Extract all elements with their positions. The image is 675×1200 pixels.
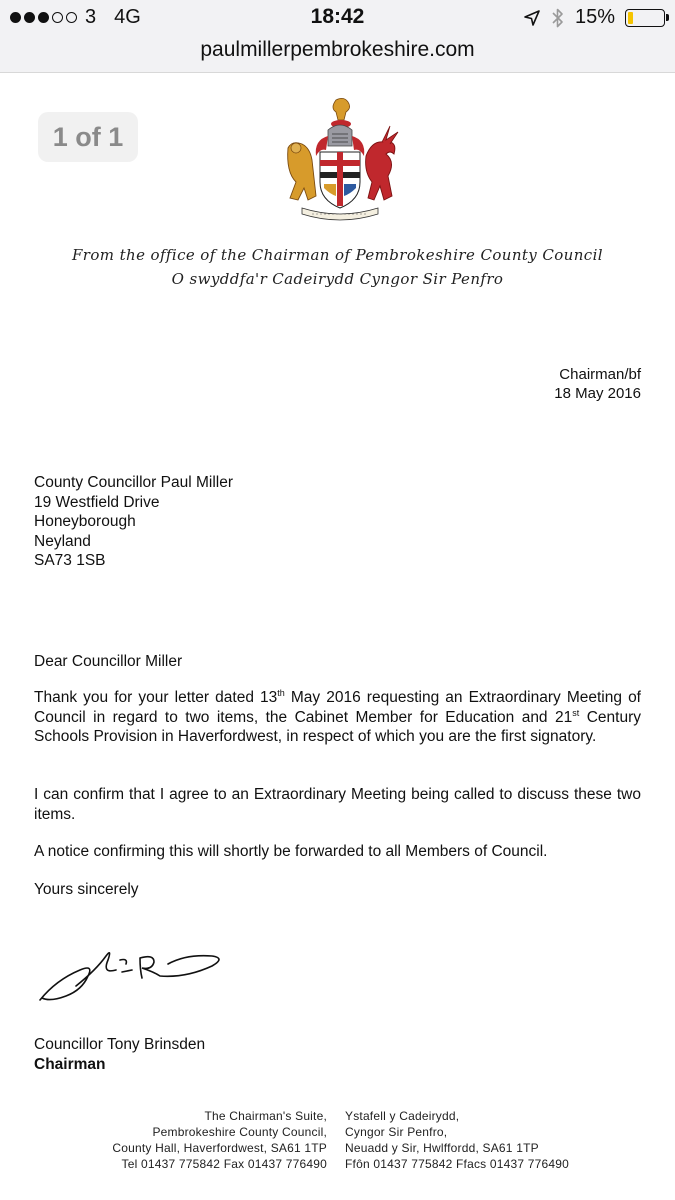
para1-sup-a: th xyxy=(277,687,285,698)
coat-of-arms-icon xyxy=(278,96,402,226)
battery-icon xyxy=(625,9,665,27)
url-text[interactable]: paulmillerpembrokeshire.com xyxy=(200,38,475,61)
paragraph-1 xyxy=(34,688,641,747)
footer-line: Ystafell y Cadeirydd, xyxy=(345,1109,460,1123)
address-line: Honeyborough xyxy=(34,513,136,530)
paragraph-3: A notice confirming this will shortly be forwarded to all Members of Council. xyxy=(34,843,548,860)
footer-welsh xyxy=(345,1108,569,1172)
bluetooth-icon xyxy=(551,7,565,29)
address-line: Neyland xyxy=(34,532,91,550)
location-arrow-icon xyxy=(523,9,541,27)
handwritten-signature xyxy=(36,940,226,1006)
signatory xyxy=(34,1035,205,1074)
letter-date: 18 May 2016 xyxy=(554,385,641,402)
para1-text-a: Thank you for your letter dated 13 xyxy=(34,689,278,706)
para1-sup-b: st xyxy=(572,707,580,718)
address-bar[interactable] xyxy=(0,36,675,73)
office-line-welsh: O swyddfa'r Cadeirydd Cyngor Sir Penfro xyxy=(171,270,504,288)
status-time: 18:42 xyxy=(310,5,365,28)
address-line: SA73 1SB xyxy=(34,552,106,569)
footer-line: Cyngor Sir Penfro, xyxy=(345,1125,448,1139)
footer-line: Tel 01437 775842 Fax 01437 776490 xyxy=(121,1157,327,1171)
para1-text-c: Century Schools Provision in Haverfordwest, in respect of which you are the first signatory. xyxy=(34,708,641,745)
paragraph-2: I can confirm that I agree to an Extraordinary Meeting being called to discuss these two items. xyxy=(34,786,641,823)
footer-line: County Hall, Haverfordwest, SA61 1TP xyxy=(112,1141,327,1155)
reference-code: Chairman/bf xyxy=(559,366,641,383)
salutation: Dear Councillor Miller xyxy=(34,653,183,670)
letter-reference-block xyxy=(554,365,641,403)
network-type: 4G xyxy=(114,6,141,28)
address-line: 19 Westfield Drive xyxy=(34,493,160,511)
battery-percent: 15% xyxy=(574,6,615,28)
footer-line: Pembrokeshire County Council, xyxy=(152,1125,327,1139)
carrier-name: 3 xyxy=(85,6,97,28)
footer-line: Ffôn 01437 775842 Ffacs 01437 776490 xyxy=(345,1157,570,1171)
footer-line: The Chairman's Suite, xyxy=(204,1109,327,1123)
status-bar xyxy=(0,0,675,40)
office-line-english: From the office of the Chairman of Pembrokeshire County Council xyxy=(72,246,603,264)
closing: Yours sincerely xyxy=(34,881,139,898)
recipient-address xyxy=(34,473,233,571)
para1-text-b: May 2016 requesting an Extraordinary Meeting of Council in regard to two items, the Cabinet Member for Education and 21 xyxy=(34,689,641,726)
status-right xyxy=(523,6,665,29)
footer-english xyxy=(112,1108,327,1172)
address-line: County Councillor Paul Miller xyxy=(34,474,233,491)
page-indicator: 1 of 1 xyxy=(38,112,138,162)
footer-line: Neuadd y Sir, Hwlffordd, SA61 1TP xyxy=(345,1141,539,1155)
signatory-name: Councillor Tony Brinsden xyxy=(34,1036,206,1053)
signatory-title: Chairman xyxy=(34,1055,106,1073)
